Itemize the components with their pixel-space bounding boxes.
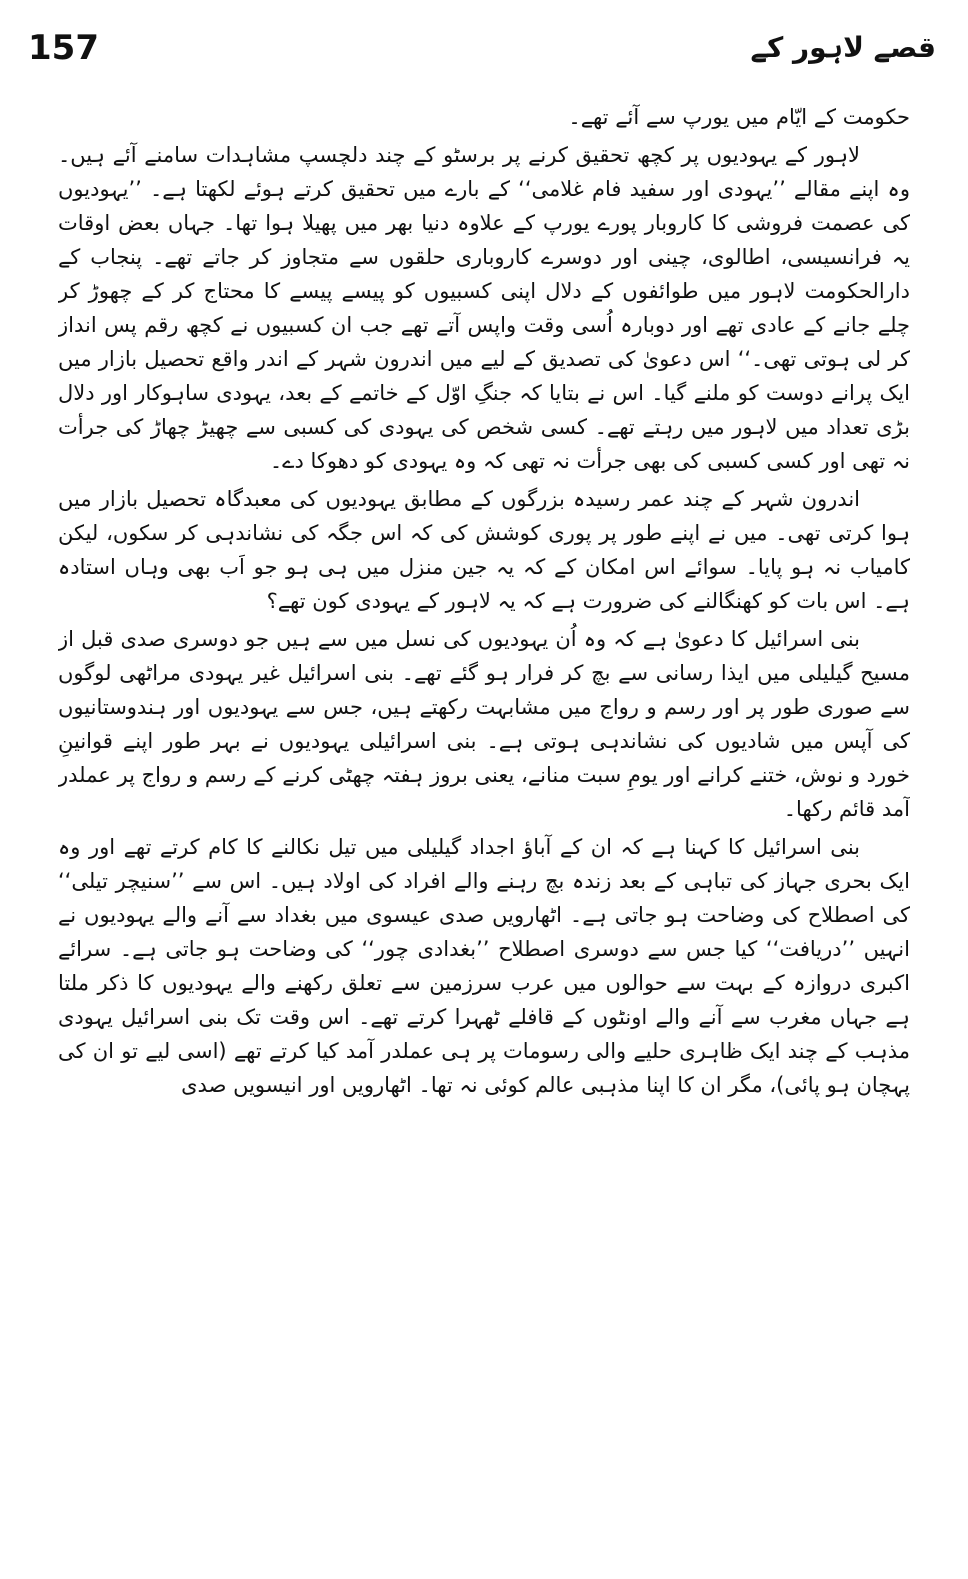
paragraph-1: حکومت کے ایّام میں یورپ سے آئے تھے۔ xyxy=(568,105,910,129)
paragraph-4: بنی اسرائیل کا دعویٰ ہے کہ وہ اُن یہودیوں کی نسل میں سے ہیں جو دوسری صدی قبل از مسیح گیلیلی میں ایذا رسانی سے بچ کر فرار ہو گئے تھے۔ بنی اسرائیل غیر یہودی مراٹھی لوگوں سے صوری طور پر اور رسم و رواج میں مشابہت رکھتے ہیں، جس سے یہودیوں اور ہندوستانیوں کی آپس میں شادیوں کی نشاندہی ہوتی ہے۔ بنی اسرائیلی یہودیوں نے بہر طور اپنے قوانینِ خورد و نوش، ختنے کرانے اور یومِ سبت منانے، یعنی بروز ہفتہ چھٹی کرنے کے رسم و رواج پر عملدر آمد قائم رکھا۔ xyxy=(58,627,910,821)
paragraph-5: بنی اسرائیل کا کہنا ہے کہ ان کے آباؤ اجداد گیلیلی میں تیل نکالنے کا کام کرتے تھے اور وہ ایک بحری جہاز کی تباہی کے بعد زندہ بچ رہنے والے افراد کی اولاد ہیں۔ اس سے ’’سنیچر تیلی‘‘ کی اصطلاح کی وضاحت ہو جاتی ہے۔ اٹھارویں صدی عیسوی میں بغداد سے آنے والے یہودیوں نے انہیں ’’دریافت‘‘ کیا جس سے دوسری اصطلاح ’’بغدادی چور‘‘ کی وضاحت ہو جاتی ہے۔ سرائے اکبری دروازہ کے بہت سے حوالوں میں عرب سرزمین سے تعلق رکھنے والے یہودیوں کا ذکر ملتا ہے جہاں مغرب سے آنے والے اونٹوں کے قافلے ٹھہرا کرتے تھے۔ اس وقت تک بنی اسرائیل یہودی مذہب کے چند ایک ظاہری حلیے والی رسومات پر ہی عملدر آمد کیا کرتے تھے (اسی لیے تو ان کی پہچان ہو پائی)، مگر ان کا اپنا مذہبی عالم کوئی نہ تھا۔ اٹھارویں اور انیسویں صدی xyxy=(58,835,910,1097)
page-header xyxy=(20,22,944,72)
paragraph-3: اندرون شہر کے چند عمر رسیدہ بزرگوں کے مطابق یہودیوں کی معبدگاہ تحصیل بازار میں ہوا کرتی تھی۔ میں نے اپنے طور پر پوری کوشش کی کہ اس جگہ کی نشاندہی کر سکوں، لیکن کامیاب نہ ہو پایا۔ سوائے اس امکان کے کہ یہ جین منزل میں ہی ہو جو اَب بھی وہاں استادہ ہے۔ اس بات کو کھنگالنے کی ضرورت ہے کہ یہ لاہور کے یہودی کون تھے؟ xyxy=(58,487,910,613)
page-number: 157 xyxy=(28,28,99,68)
paragraph-2: لاہور کے یہودیوں پر کچھ تحقیق کرنے پر برسٹو کے چند دلچسپ مشاہدات سامنے آئے ہیں۔ وہ اپنے مقالے ’’یہودی اور سفید فام غلامی‘‘ کے بارے میں تحقیق کرتے ہوئے لکھتا ہے۔ ’’یہودیوں کی عصمت فروشی کا کاروبار پورے یورپ کے علاوہ دنیا بھر میں پھیلا ہوا تھا۔ جہاں بعض اوقات یہ فرانسیسی، اطالوی، چینی اور دوسرے کاروباری حلقوں سے متجاوز کر جاتے تھے۔ پنجاب کے دارالحکومت لاہور میں طوائفوں کے دلال اپنی کسبیوں کو پیسے پیسے کا محتاج کر کے چھوڑ کر چلے جانے کے عادی تھے اور دوبارہ اُسی وقت واپس آتے تھے جب ان کسبیوں نے کچھ رقم پس انداز کر لی ہوتی تھی۔‘‘ اس دعویٰ کی تصدیق کے لیے میں اندرون شہر کے اندر واقع تحصیل بازار میں ایک پرانے دوست کو ملنے گیا۔ اس نے بتایا کہ جنگِ اوّل کے خاتمے کے بعد، یہودی ساہوکار اور دلال بڑی تعداد میں لاہور میں رہتے تھے۔ کسی شخص کی یہودی کی کسبی سے چھیڑ چھاڑ کی جرأت نہ تھی اور کسی کسبی کی بھی جرأت نہ تھی کہ وہ یہودی کو دھوکا دے۔ xyxy=(58,143,910,473)
running-title: قصے لاہور کے xyxy=(750,31,936,64)
body-text xyxy=(58,100,910,1560)
